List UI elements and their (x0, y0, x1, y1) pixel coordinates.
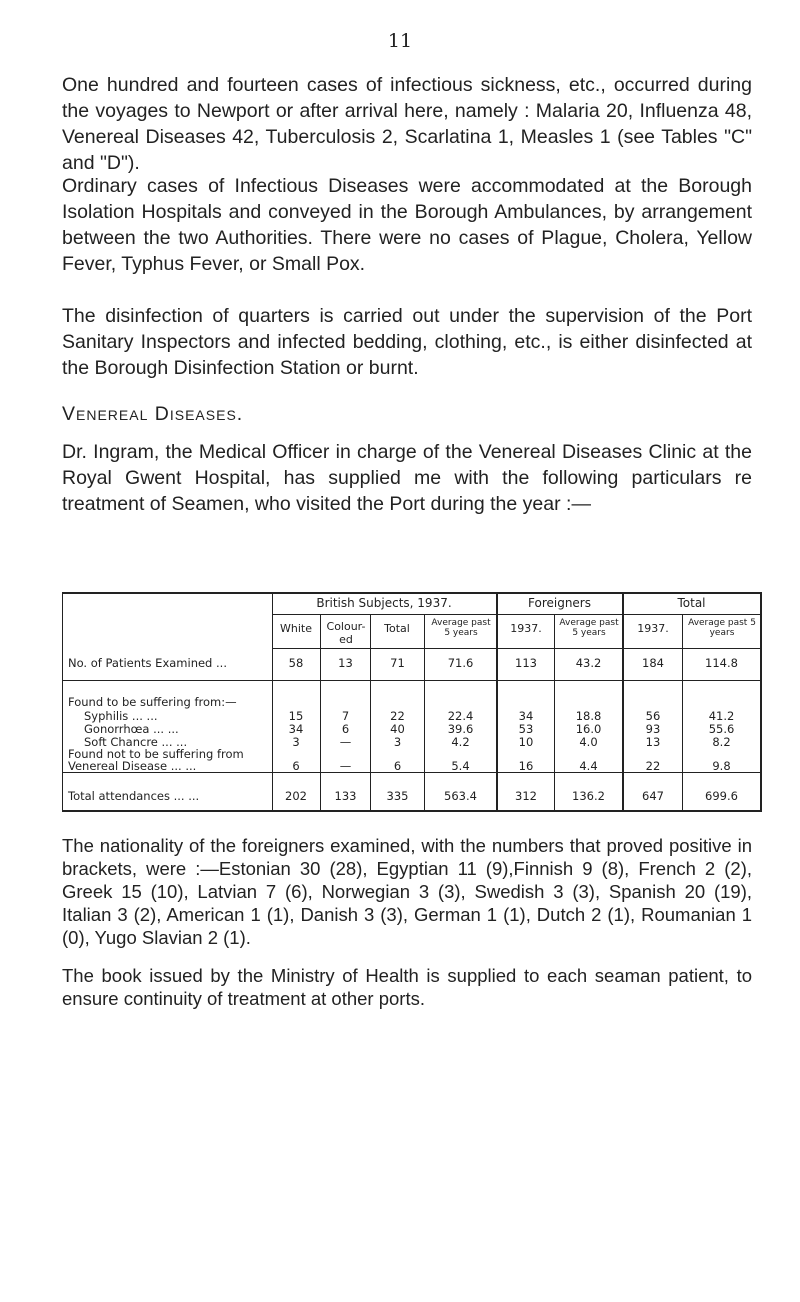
cell-attend-1: 133 (334, 789, 357, 803)
group-header-rule (272, 614, 760, 615)
cell-soft-2: 3 (393, 735, 402, 749)
cell-syphilis-3: 22.4 (447, 709, 474, 723)
cell-attend-6: 647 (642, 789, 664, 803)
cell-attend-4: 312 (515, 789, 537, 803)
cell-syphilis-5: 18.8 (575, 709, 602, 723)
subheader-avg-foreigners: Average past 5 years (559, 618, 619, 638)
cell-syphilis-1: 7 (341, 709, 350, 723)
paragraph-infectious-cases: One hundred and fourteen cases of infectious sickness, etc., occurred during the voyages to Newport or after arrival here, namely : Malaria 20, Influenza 48, Venereal Diseases 42, Tuberculosis 2, Scarlatina 1, Measles 1 (see Tables "C" and "D"). (62, 74, 752, 174)
cell-examined-7: 114.8 (705, 656, 738, 670)
cell-gonorrhoea-1: 6 (341, 722, 350, 736)
cell-examined-6: 184 (642, 656, 664, 670)
cell-attend-5: 136.2 (572, 789, 605, 803)
subheader-foreigners-1937: 1937. (510, 622, 542, 635)
cell-examined-2: 71 (390, 656, 405, 670)
cell-attend-7: 699.6 (705, 789, 738, 803)
page-number: 11 (387, 30, 413, 52)
group-total: Total (677, 596, 706, 610)
section-heading-text: Venereal Diseases. (62, 403, 244, 425)
paragraph-clinic-intro: Dr. Ingram, the Medical Officer in charge of the Venereal Diseases Clinic at the Royal Gwent Hospital, has supplied me with the following particulars re treatment of Seamen, who visited the Port during the year :— (62, 441, 752, 515)
row-label-gonorrhoea: Gonorrhœa ... ... (84, 722, 179, 736)
cell-gonorrhoea-4: 53 (518, 722, 534, 736)
cell-soft-6: 13 (645, 735, 661, 749)
cell-examined-0: 58 (288, 656, 304, 670)
paragraph-nationalities: The nationality of the foreigners examined, with the numbers that proved positive in brackets, were :—Estonian 30 (28), Egyptian 11 (9),Finnish 9 (8), French 2 (2), Greek 15 (10), Latvian 7 (6), Norwegian 3 (3), Swedish 3 (3), Spanish 20 (19), Italian 3 (2), American 1 (1), Danish 3 (3), German 1 (1), Dutch 2 (1), Roumanian 1 (0), Yugo Slavian 2 (1). (62, 835, 752, 948)
subheader-avg-total: Average past 5 years (688, 618, 756, 638)
cell-syphilis-2: 22 (390, 709, 405, 723)
cell-soft-4: 10 (518, 735, 534, 749)
row-label-attendances: Total attendances ... ... (68, 789, 200, 803)
row-label-found: Found to be suffering from:— (68, 695, 237, 709)
row-label-not-found-2: Venereal Disease ... ... (68, 759, 197, 773)
cell-soft-1: — (339, 735, 352, 749)
cell-syphilis-4: 34 (518, 709, 534, 723)
cell-notfound-2: 6 (393, 759, 402, 773)
cell-soft-0: 3 (292, 735, 300, 749)
subheader-coloured: Colour-ed (326, 620, 366, 646)
cell-notfound-0: 6 (292, 759, 300, 773)
subheader-avg-british: Average past 5 years (431, 618, 491, 638)
cell-examined-4: 113 (515, 656, 537, 670)
cell-attend-2: 335 (386, 789, 409, 803)
cell-attend-3: 563.4 (444, 789, 477, 803)
table-right-rule (760, 592, 762, 812)
row-separator-1 (62, 680, 760, 681)
row-label-syphilis: Syphilis ... ... (84, 709, 158, 723)
cell-syphilis-0: 15 (288, 709, 304, 723)
subheader-total-1937: 1937. (637, 622, 669, 635)
row-label-not-found-1: Found not to be suffering from (68, 747, 244, 761)
row-label-examined: No. of Patients Examined ... (68, 656, 227, 670)
cell-soft-7: 8.2 (712, 735, 731, 749)
cell-syphilis-6: 56 (645, 709, 661, 723)
cell-gonorrhoea-0: 34 (288, 722, 304, 736)
cell-gonorrhoea-7: 55.6 (708, 722, 735, 736)
table-left-rule (62, 592, 63, 812)
paragraph-isolation-hospitals: Ordinary cases of Infectious Diseases were accommodated at the Borough Isolation Hospitals and conveyed in the Borough Ambulances, by arrangement between the two Authorities. There were no cases of Plague, Cholera, Yellow Fever, Typhus Fever, or Small Pox. (62, 175, 752, 275)
row-label-soft-chancre: Soft Chancre ... ... (84, 735, 188, 749)
subheader-total: Total (384, 622, 410, 635)
cell-examined-5: 43.2 (575, 656, 602, 670)
table-top-rule (62, 592, 762, 594)
venereal-statistics-table (62, 592, 762, 812)
cell-gonorrhoea-2: 40 (390, 722, 405, 736)
cell-soft-5: 4.0 (579, 735, 598, 749)
cell-notfound-3: 5.4 (451, 759, 470, 773)
cell-notfound-7: 9.8 (712, 759, 731, 773)
cell-examined-3: 71.6 (447, 656, 474, 670)
section-heading-venereal-diseases (62, 403, 243, 426)
cell-gonorrhoea-6: 93 (645, 722, 661, 736)
cell-syphilis-7: 41.2 (708, 709, 735, 723)
group-british: British Subjects, 1937. (316, 596, 452, 610)
cell-notfound-5: 4.4 (579, 759, 598, 773)
cell-notfound-1: — (339, 759, 352, 773)
cell-examined-1: 13 (338, 656, 353, 670)
cell-attend-0: 202 (285, 789, 307, 803)
cell-soft-3: 4.2 (451, 735, 470, 749)
cell-gonorrhoea-5: 16.0 (575, 722, 602, 736)
paragraph-disinfection: The disinfection of quarters is carried out under the supervision of the Port Sanitary Inspectors and infected bedding, clothing, etc., is either disinfected at the Borough Disinfection Station or burnt. (62, 305, 752, 379)
table-bottom-rule (62, 810, 762, 812)
group-foreigners: Foreigners (528, 596, 591, 610)
subheader-white: White (280, 622, 312, 635)
subheader-rule (272, 648, 760, 649)
cell-gonorrhoea-3: 39.6 (447, 722, 474, 736)
cell-notfound-6: 22 (645, 759, 661, 773)
cell-notfound-4: 16 (518, 759, 534, 773)
paragraph-ministry-book: The book issued by the Ministry of Health is supplied to each seaman patient, to ensure continuity of treatment at other ports. (62, 965, 752, 1009)
